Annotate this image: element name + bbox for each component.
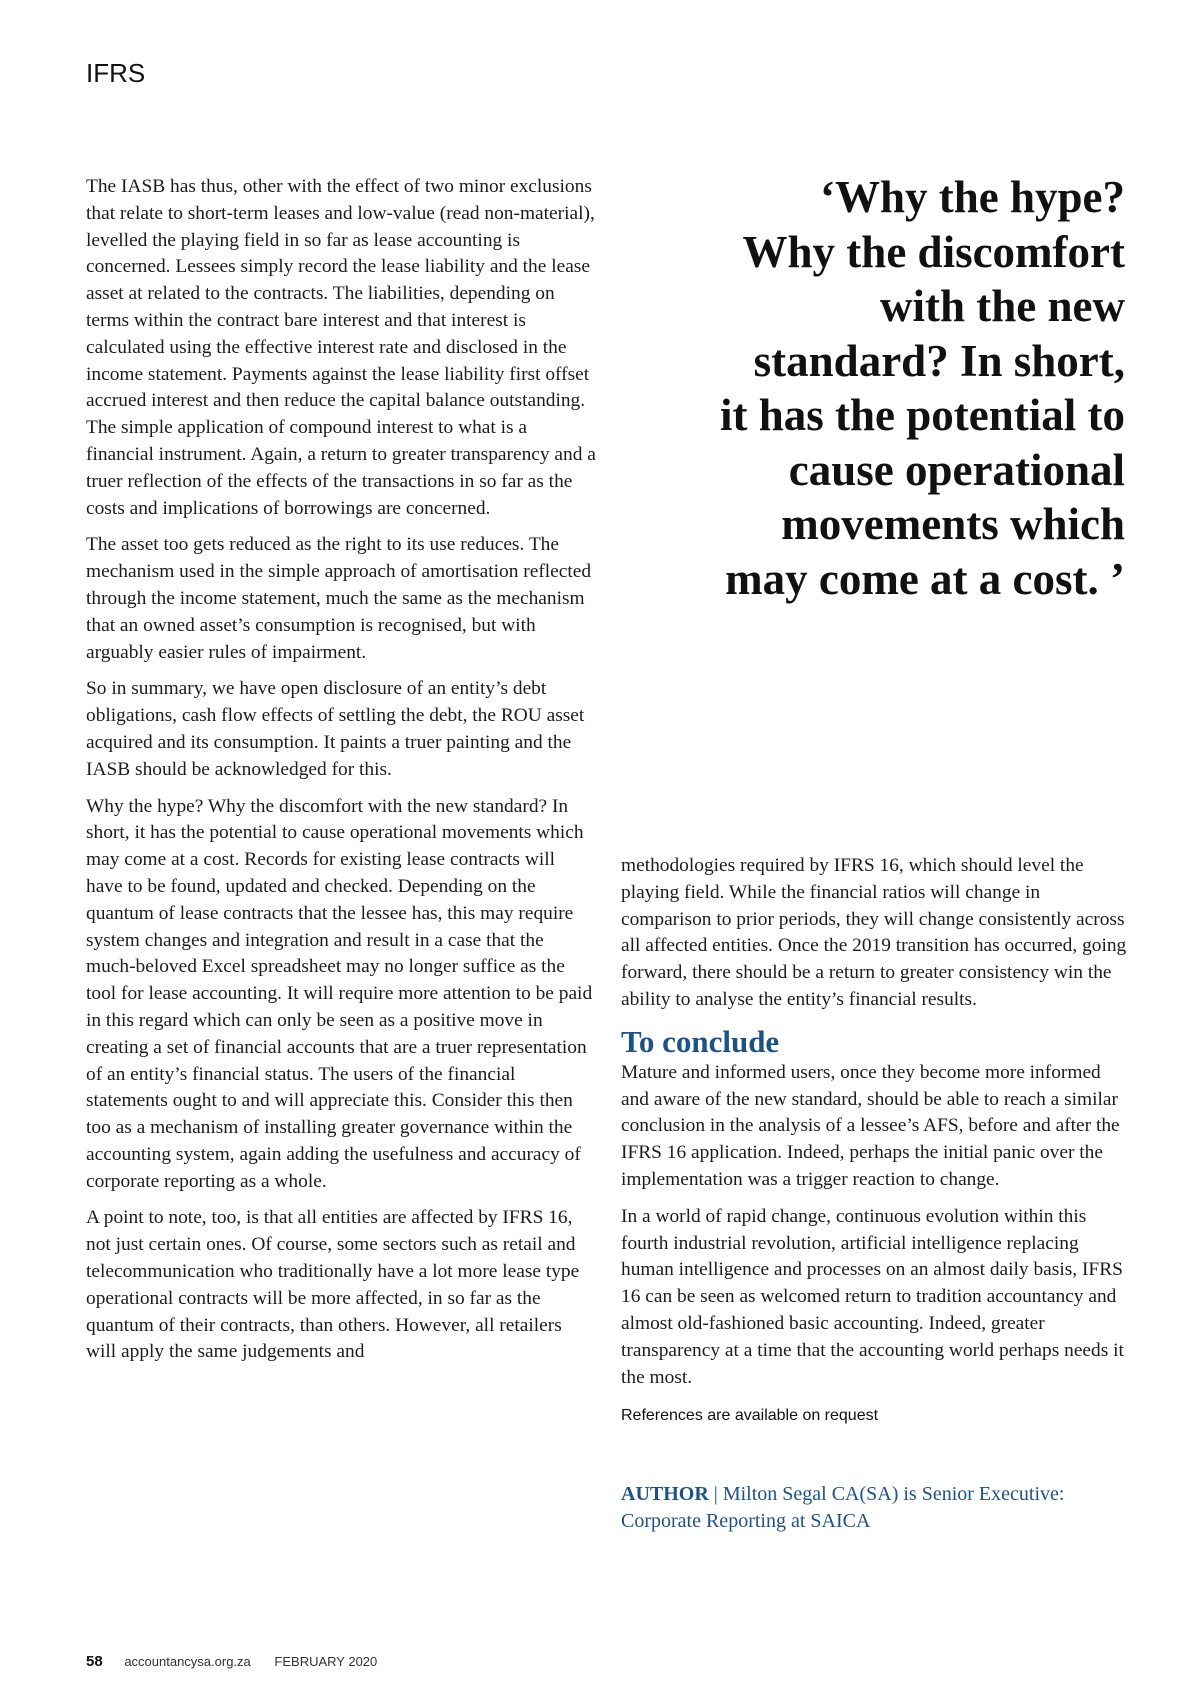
body-paragraph: A point to note, too, is that all entities are affected by IFRS 16, not just certain ones. Of course, some sectors such as retail and telecommunication who traditionally have a lot more lease type operational contracts will be more affected, in so far as the quantum of their contracts, than others. However, all retailers will apply the same judgements and xyxy=(86,1207,580,1363)
page-footer xyxy=(86,1653,377,1670)
body-paragraph: Why the hype? Why the discomfort with the new standard? In short, it has the potential to cause operational movements which may come at a cost. Records for existing lease contracts will have to be found, updated and checked. Depending on the quantum of lease contracts that the lessee has, this may require system changes and integration and result in a case that the much-beloved Excel spreadsheet may no longer suffice as the tool for lease accounting. It will require more attention to be paid in this regard which can only be seen as a positive move in creating a set of financial accounts that are a truer representation of an entity’s financial status. The users of the financial statements ought to and will appreciate this. Consider this then too as a mechanism of installing greater governance within the accounting system, again adding the usefulness and accuracy of corporate reporting as a whole. xyxy=(86,795,593,1192)
body-paragraph: The asset too gets reduced as the right to its use reduces. The mechanism used in the simple approach of amortisation reflected through the income statement, much the same as the mechanism that an owned asset’s consumption is recognised, but with arguably easier rules of impairment. xyxy=(86,534,592,663)
author-byline xyxy=(621,1481,1127,1535)
footer-issue-date: FEBRUARY 2020 xyxy=(274,1654,378,1669)
right-column xyxy=(621,853,1127,1535)
section-subheading: To conclude xyxy=(621,1023,780,1059)
body-paragraph: In a world of rapid change, continuous evolution within this fourth industrial revolution, artificial intelligence replacing human intelligence and processes on an almost daily basis, IFRS 16 can be seen as welcomed return to tradition accountancy and almost old-fashioned basic accounting. Indeed, greater transparency at a time that the accounting world perhaps needs it the most. xyxy=(621,1205,1124,1388)
body-paragraph: Mature and informed users, once they become more informed and aware of the new standard, should be able to reach a similar conclusion in the analysis of a lessee’s AFS, before and after the IFRS 16 application. Indeed, perhaps the initial panic over the implementation was a trigger reaction to change. xyxy=(621,1061,1120,1190)
left-column xyxy=(86,174,596,1376)
page-number: 58 xyxy=(86,1653,103,1670)
references-note: References are available on request xyxy=(621,1407,879,1425)
author-description: Milton Segal CA(SA) is Senior Executive: Corporate Reporting at SAICA xyxy=(621,1483,1065,1533)
author-separator: | xyxy=(708,1483,723,1506)
body-paragraph: So in summary, we have open disclosure of an entity’s debt obligations, cash flow effects of settling the debt, the ROU asset acquired and its consumption. It paints a truer painting and the IASB should be acknowledged for this. xyxy=(86,678,585,780)
author-label: AUTHOR xyxy=(621,1483,709,1506)
section-tag: IFRS xyxy=(86,58,146,88)
body-paragraph: methodologies required by IFRS 16, which should level the playing field. While the financial ratios will change in comparison to prior periods, they will change consistently across all affected entities. Once the 2019 transition has occurred, going forward, there should be a return to greater consistency win the ability to analyse the entity’s financial results. xyxy=(621,855,1127,1010)
pull-quote: ‘Why the hype? Why the discomfort with the new standard? In short, it has the potential to cause operational movements which may come at a cost. ’ xyxy=(720,172,1125,604)
body-paragraph: The IASB has thus, other with the effect of two minor exclusions that relate to short-term leases and low-value (read non-material), levelled the playing field in so far as lease accounting is concerned. Lessees simply record the lease liability and the lease asset at related to the contracts. The liabilities, depending on terms within the contract bare interest and that interest is calculated using the effective interest rate and disclosed in the income statement. Payments against the lease liability first offset accrued interest and then reduce the capital balance outstanding. The simple application of compound interest to what is a financial instrument. Again, a return to greater transparency and a truer reflection of the effects of the transactions in so far as the costs and implications of borrowings are concerned. xyxy=(86,176,596,519)
footer-website: accountancysa.org.za xyxy=(124,1654,251,1669)
